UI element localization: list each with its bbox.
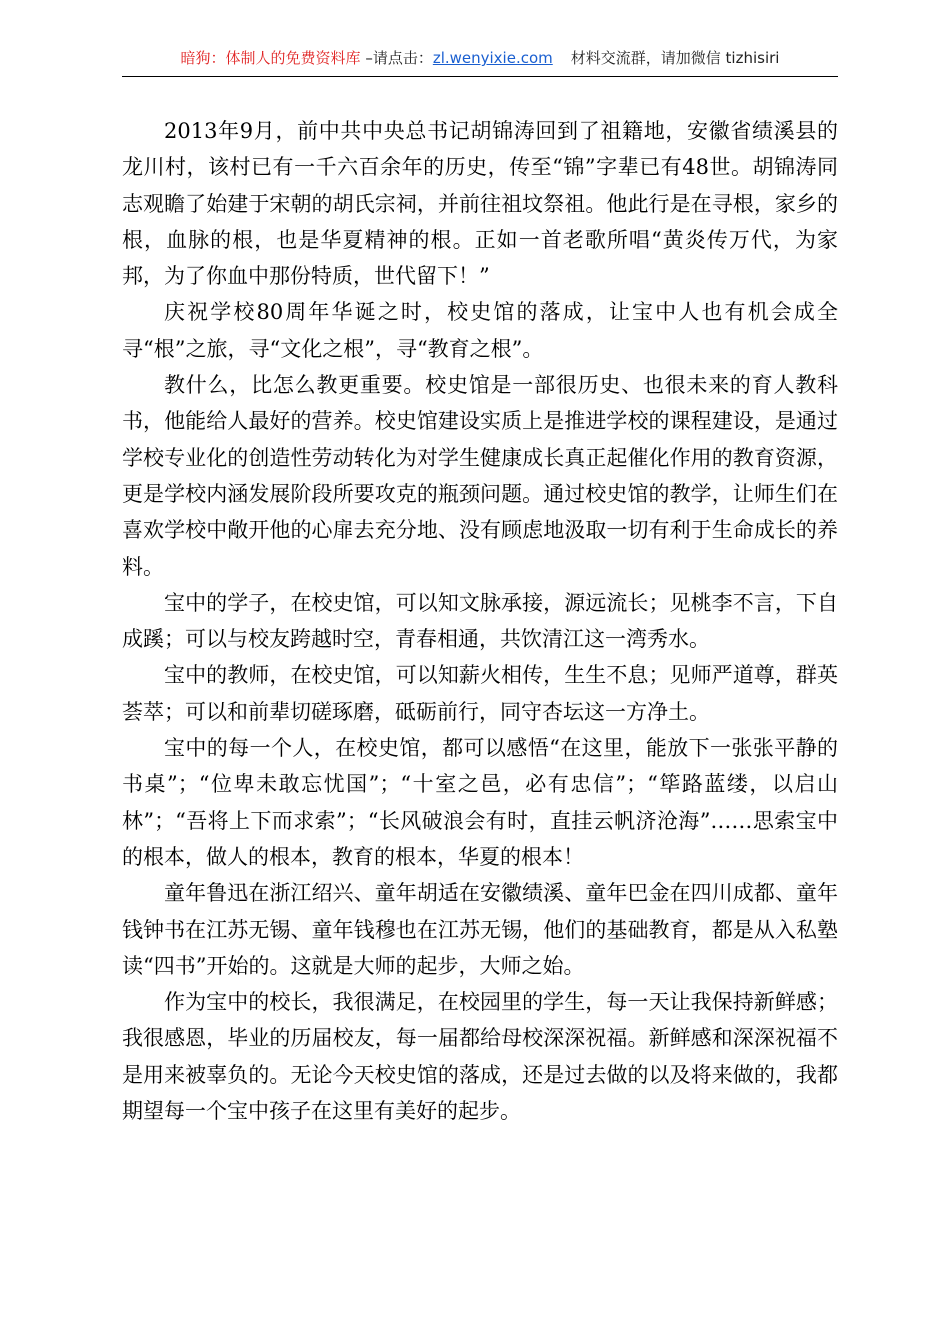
page-header <box>122 44 838 77</box>
paragraph-8: 作为宝中的校长，我很满足，在校园里的学生，每一天让我保持新鲜感；我很感恩，毕业的历届校友，每一届都给母校深深祝福。新鲜感和深深祝福不是用来被辜负的。无论今天校史馆的落成，还是过去做的以及将来做的，我都期望每一个宝中孩子在这里有美好的起步。 <box>122 990 838 1124</box>
paragraph-4: 宝中的学子，在校史馆，可以知文脉承接，源远流长；见桃李不言，下自成蹊；可以与校友跨越时空，青春相通，共饮清江这一湾秀水。 <box>122 590 838 652</box>
header-brand: 暗狗：体制人的免费资料库 <box>180 49 361 67</box>
header-prompt: –请点击： <box>360 49 433 67</box>
paragraph-3: 教什么，比怎么教更重要。校史馆是一部很历史、也很未来的育人教科书，他能给人最好的营养。校史馆建设实质上是推进学校的课程建设，是通过学校专业化的创造性劳动转化为对学生健康成长真正起催化作用的教育资源，更是学校内涵发展阶段所要攻克的瓶颈问题。通过校史馆的教学，让师生们在喜欢学校中敞开他的心扉去充分地、没有顾虑地汲取一切有利于生命成长的养料。 <box>122 373 838 579</box>
paragraph-5: 宝中的教师，在校史馆，可以知薪火相传，生生不息；见师严道尊，群英荟萃；可以和前辈切磋琢磨，砥砺前行，同守杏坛这一方净土。 <box>122 663 838 724</box>
paragraph-7: 童年鲁迅在浙江绍兴、童年胡适在安徽绩溪、童年巴金在四川成都、童年钱钟书在江苏无锡、童年钱穆也在江苏无锡，他们的基础教育，都是从入私塾读“四书”开始的。这就是大师的起步，大师之始。 <box>122 881 838 978</box>
paragraph-2: 庆祝学校80周年华诞之时，校史馆的落成，让宝中人也有机会成全寻“根”之旅，寻“文化之根”，寻“教育之根”。 <box>122 300 838 361</box>
paragraph-1: 2013年9月，前中共中央总书记胡锦涛回到了祖籍地，安徽省绩溪县的龙川村，该村已有一千六百余年的历史，传至“锦”字辈已有48世。胡锦涛同志观瞻了始建于宋朝的胡氏宗祠，并前往祖坟祭祖。他此行是在寻根，家乡的根，血脉的根，也是华夏精神的根。正如一首老歌所唱“黄炎传万代，为家邦，为了你血中那份特质，世代留下！” <box>122 119 838 289</box>
header-link[interactable]: zl.wenyixie.com <box>432 49 553 67</box>
header-contact: 材料交流群，请加微信 tizhisiri <box>570 49 780 67</box>
document-body <box>122 113 838 1129</box>
paragraph-6: 宝中的每一个人，在校史馆，都可以感悟“在这里，能放下一张张平静的书桌”；“位卑未敢忘忧国”；“十室之邑，必有忠信”；“筚路蓝缕，以启山林”；“吾将上下而求索”；“长风破浪会有时，直挂云帆济沧海”……思索宝中的根本，做人的根本，教育的根本，华夏的根本！ <box>122 736 838 869</box>
